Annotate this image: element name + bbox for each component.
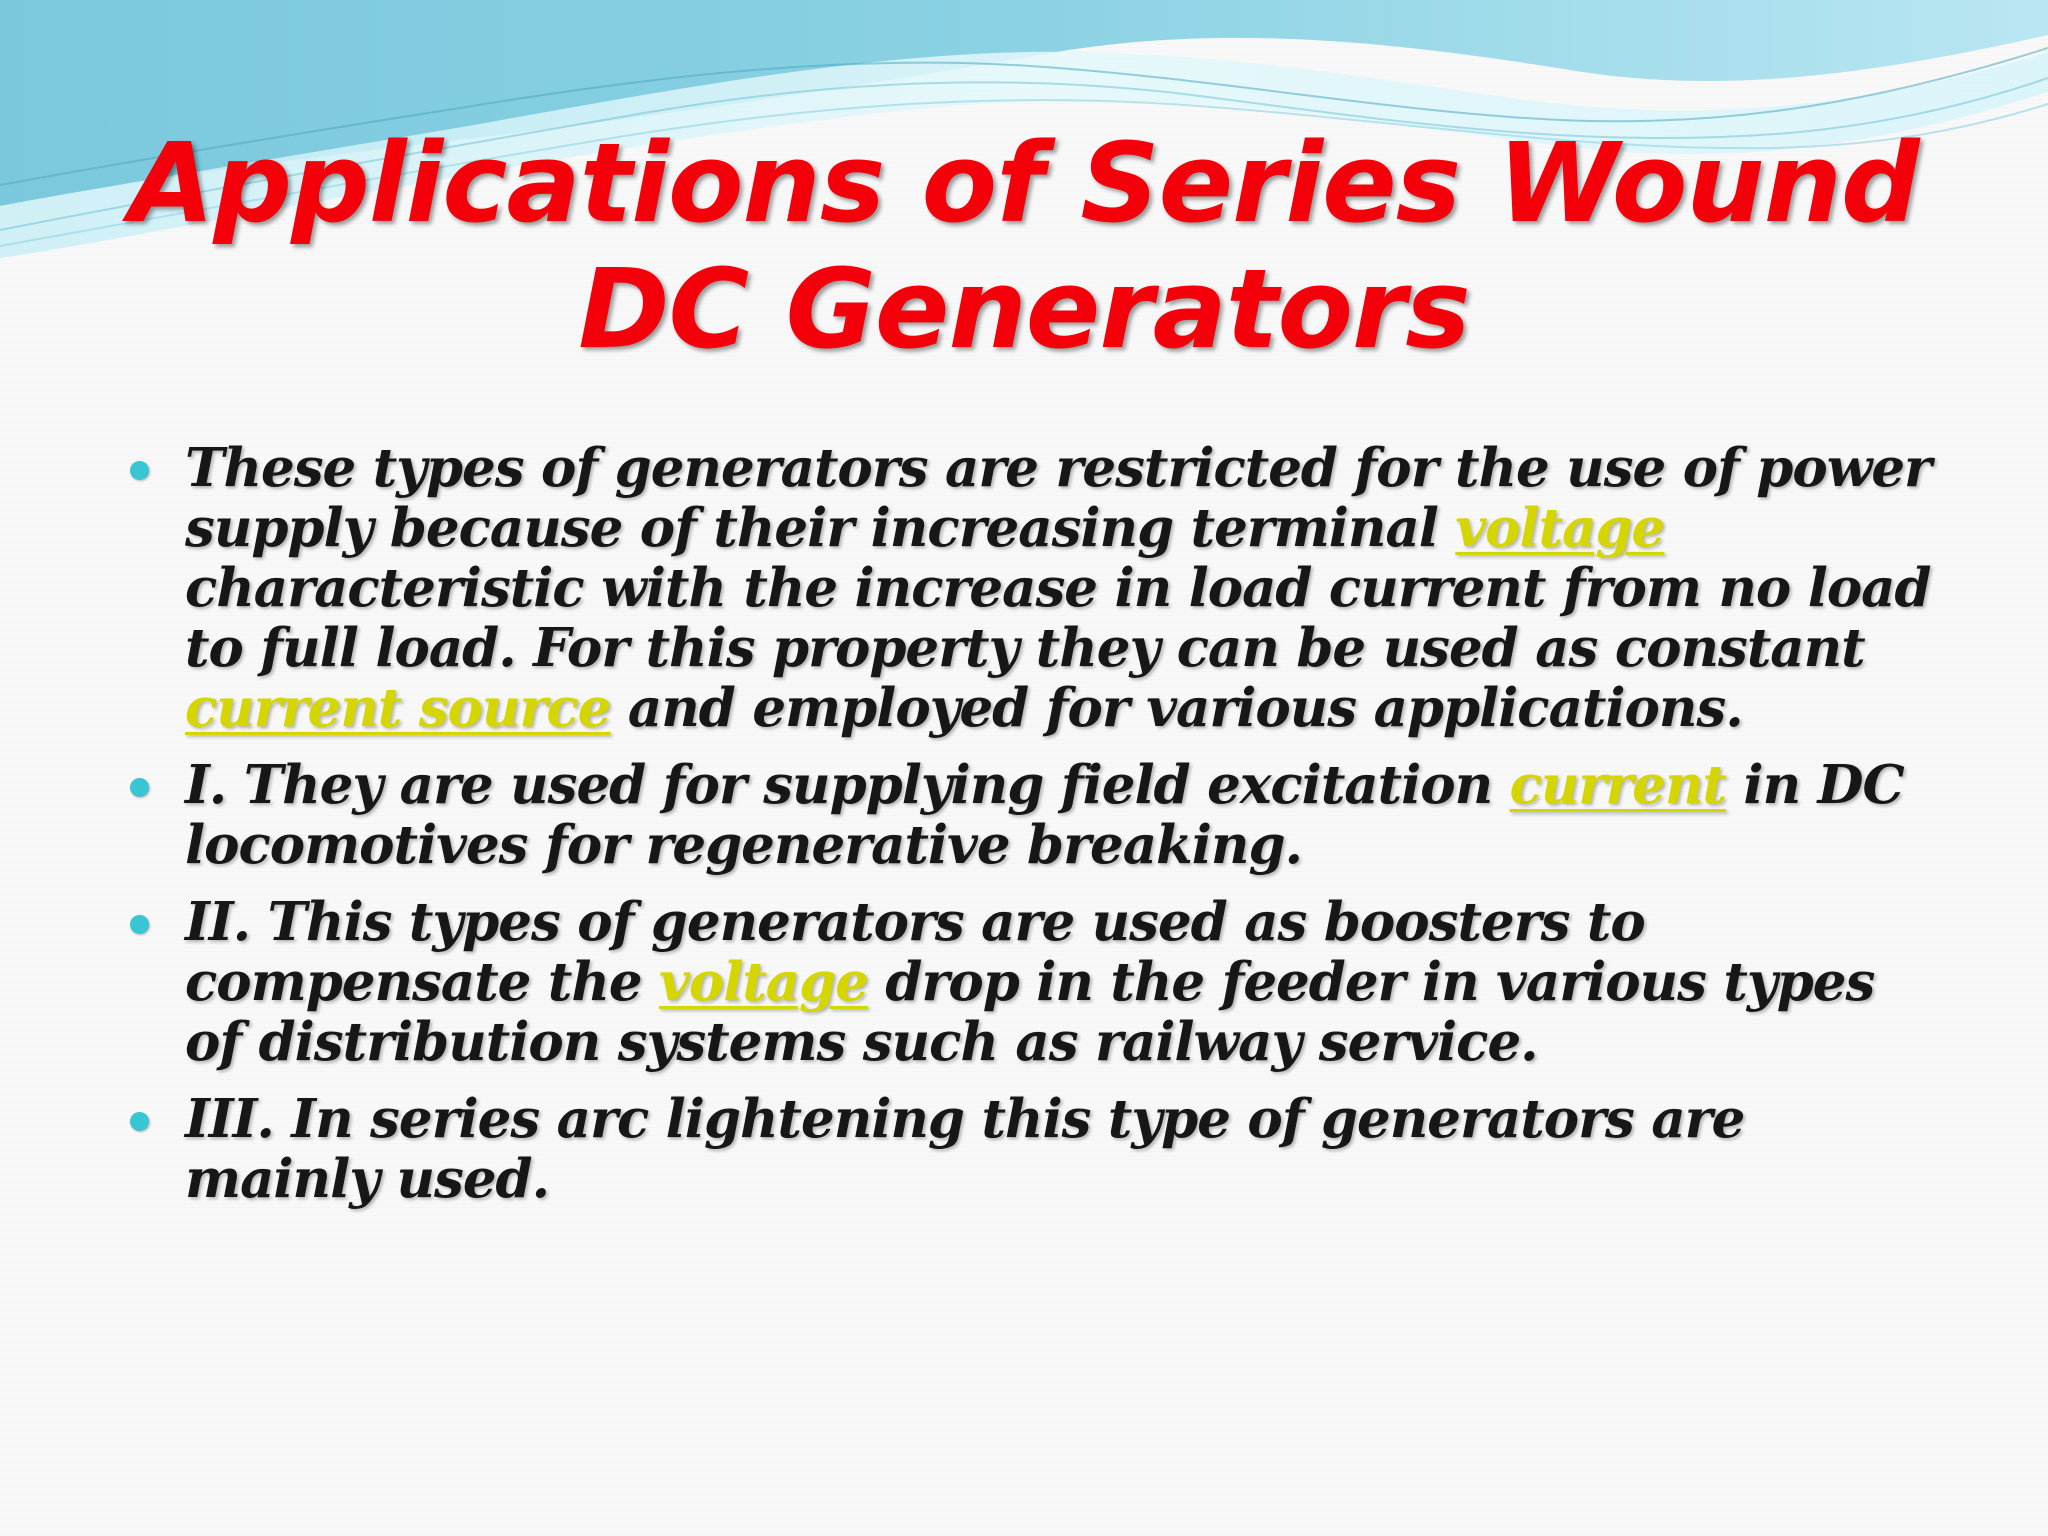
bullet-item-boosters <box>130 892 1940 1072</box>
bullet-item-arc-lightening <box>130 1089 1940 1209</box>
bullet-dot-icon <box>130 778 149 797</box>
voltage-link[interactable]: voltage <box>1455 497 1665 559</box>
bullet-text-segment: III. In series arc lightening this type of generators are mainly used. <box>185 1088 1745 1210</box>
bullet-text-segment: in DC locomotives for regenerative breaking. <box>185 754 1904 876</box>
bullet-text-segment: II. This types of generators are used as boosters to compensate the <box>185 891 1645 1013</box>
bullet-item-field-excitation <box>130 755 1940 875</box>
bullet-text-segment: drop in the feeder in various types of distribution systems such as railway service. <box>185 951 1875 1073</box>
bullet-text-segment: and employed for various applications. <box>610 677 1743 739</box>
bullet-dot-icon <box>130 461 149 480</box>
current-source-link[interactable]: current source <box>185 677 611 739</box>
bullet-text-segment: characteristic with the increase in load current from no load to full load. For this property they can be used as constant <box>185 557 1931 679</box>
voltage-link[interactable]: voltage <box>659 951 868 1013</box>
bullet-list <box>130 438 1940 1226</box>
bullet-item-restrictions <box>130 438 1940 738</box>
bullet-text-segment: I. They are used for supplying field excitation <box>185 754 1510 816</box>
bullet-dot-icon <box>130 915 149 934</box>
current-link[interactable]: current <box>1509 754 1726 816</box>
slide-title: Applications of Series Wound DC Generators <box>129 119 1919 373</box>
bullet-text-segment: These types of generators are restricted for the use of power supply because of their increasing terminal <box>185 437 1931 559</box>
bullet-dot-icon <box>130 1112 149 1131</box>
